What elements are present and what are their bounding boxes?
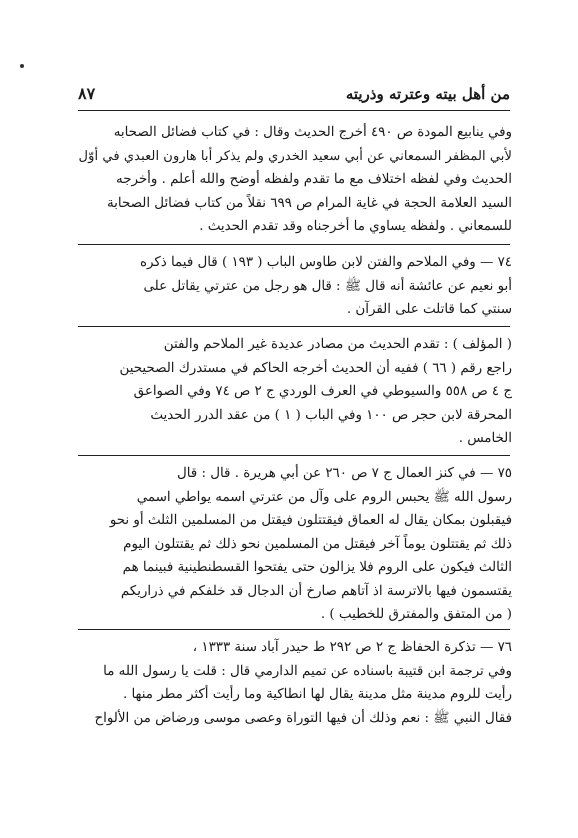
section-divider — [78, 629, 510, 630]
text-line: ٧٥ — في كنز العمال ج ٧ ص ٢٦٠ عن أبي هريرة . قال : قال — [177, 466, 512, 481]
author-note — [78, 333, 512, 451]
hadith-74 — [78, 251, 512, 322]
text-line: ( المؤلف ) : تقدم الحديث من مصادر عديدة غير الملاحم والفتن — [163, 337, 512, 352]
text-line: ٧٤ — وفي الملاحم والفتن لابن طاوس الباب ( ١٩٣ ) قال فيما ذكره — [139, 255, 512, 270]
text-line: سنتي كما قاتلت على القرآن . — [346, 302, 512, 317]
text-line: راجع رقم ( ٦٦ ) ففيه أن الحديث أخرجه الحاكم في مستدرك الصحيحين — [119, 360, 512, 376]
text-line: الحديث وفي لفظه اختلاف مع ما تقدم ولفظه أوضح والله أعلم . وأخرجه — [116, 172, 512, 187]
text-line: فيقبلون بمكان يقال له العماق فيقتتلون فيقتل من المسلمين الثلث أو نحو — [109, 513, 512, 528]
text-line: وفي ينابيع المودة ص ٤٩٠ أخرج الحديث وقال : في كتاب فضائل الصحابه — [113, 125, 512, 140]
page-number: ٨٧ — [78, 84, 96, 103]
text-line: الخامس . — [458, 431, 512, 446]
text-line: وفي ترجمة ابن قتيبة باسناده عن تميم الدارمي قال : قلت يا رسول الله ما — [103, 663, 512, 679]
text-line: ( من المتفق والمفترق للخطيب ) . — [320, 607, 512, 622]
running-title: من أهل بيته وعترته وذريته — [345, 85, 510, 103]
text-line: المحرقة لابن حجر ص ١٠٠ وفي الباب ( ١ ) من عقد الدرر الحديث — [150, 407, 512, 423]
text-line: للسمعاني . ولفظه يساوي ما أخرجناه وقد تقدم الحديث . — [199, 219, 512, 234]
text-line: ذلك ثم يقتتلون يوماً آخر فيقتل من المسلمين نحو ذلك ثم يقتتلون اليوم — [123, 536, 512, 552]
hadith-75 — [78, 462, 512, 627]
section-divider — [78, 244, 510, 245]
text-line: رسول الله ﷺ يحبس الروم على وآل من عترتي اسمه يواطي اسمي — [136, 489, 512, 505]
text-line: رأيت للروم مدينة مثل مدينة يقال لها انطاكية وما رأيت أكثر مطر منها . — [122, 687, 512, 702]
text-line: السيد العلامة الحجة في غاية المرام ص ٦٩٩ نقلاً من كتاب فضائل الصحابة — [107, 195, 512, 211]
text-line: لأبي المظفر السمعاني عن أبي سعيد الخدري ولم يذكر أبا هارون العبدي في أوّل — [78, 148, 512, 164]
hadith-76 — [78, 636, 512, 730]
margin-mark — [20, 64, 24, 68]
text-line: يقتسمون فيها بالاترسة اذ آتاهم صارخ أن الدجال قد خلفكم في ذراريكم — [120, 583, 512, 599]
text-line: فقال النبي ﷺ : نعم وذلك أن فيها التوراة وعصى موسى ورضاض من الألواح — [94, 710, 512, 726]
section-divider — [78, 326, 510, 327]
text-line: أبو نعيم عن عائشة أنه قال ﷺ : قال هو رجل من عترتي يقاتل على — [143, 278, 512, 294]
text-line: ج ٤ ص ٥٥٨ والسيوطي في العرف الوردي ج ٢ ص ٧٤ وفي الصواعق — [133, 384, 512, 399]
page-header — [78, 84, 510, 111]
text-line: ٧٦ — تذكرة الحفاظ ج ٢ ص ٢٩٢ ط حيدر آباد سنة ١٣٣٣ ، — [192, 640, 512, 655]
text-line: الثالث فيكون على الروم فلا يزالون حتى يفتحوا القسطنطينية فبينما هم — [122, 560, 512, 575]
section-divider — [78, 455, 510, 456]
paragraph-yanabi-al-mawadda — [78, 121, 512, 239]
